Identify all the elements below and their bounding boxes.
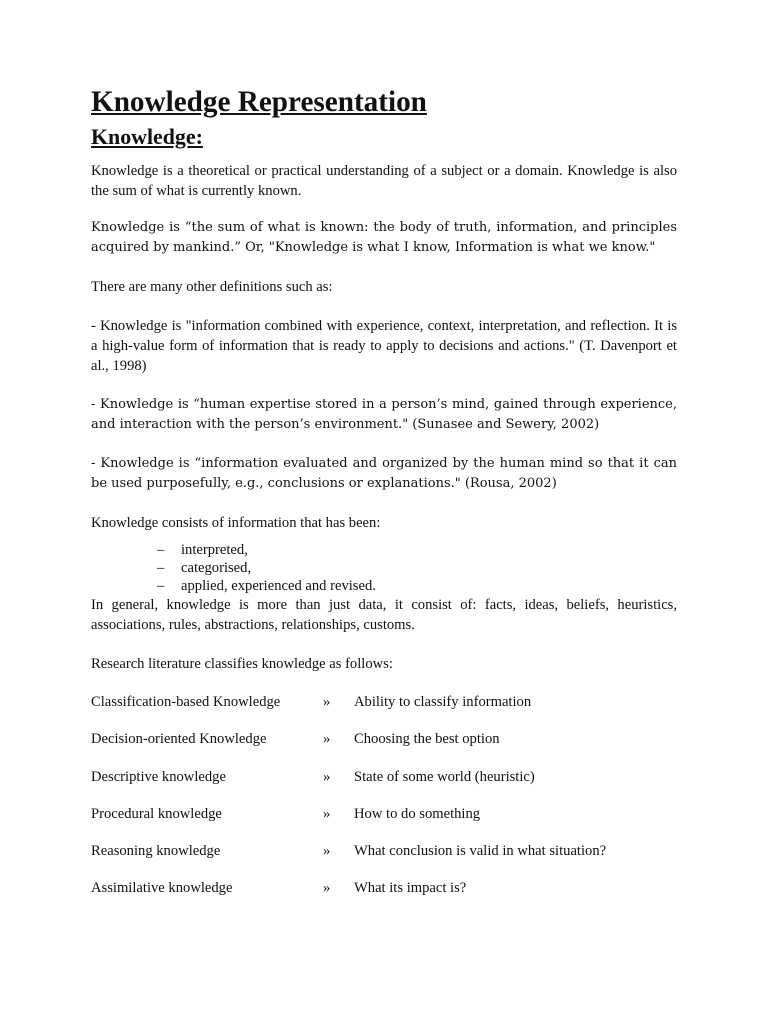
knowledge-type: Descriptive knowledge	[91, 768, 226, 785]
paragraph-rousa-quote: - Knowledge is “information evaluated and organized by the human mind so that it can be used purposefully, e.g., conclusions or explanations." (Rousa, 2002)	[91, 456, 677, 491]
list-item	[157, 577, 677, 595]
list-item-text: applied, experienced and revised.	[181, 578, 376, 594]
table-row	[91, 767, 677, 804]
document-title: Knowledge Representation	[91, 86, 427, 118]
list-item-text: categorised,	[181, 560, 252, 576]
separator-glyph: »	[323, 843, 331, 860]
list-item	[157, 559, 677, 577]
paragraph-sunasee-quote: - Knowledge is “human expertise stored in a person’s mind, gained through experience, and interaction with the person’s environment." (Sunasee and Sewery, 2002)	[91, 397, 677, 432]
paragraph-other-definitions: There are many other definitions such as:	[91, 279, 333, 295]
table-row	[91, 878, 677, 915]
dash-bullet: –	[157, 560, 165, 576]
separator-glyph: »	[323, 731, 331, 748]
paragraph-sum-of-known: Knowledge is “the sum of what is known: the body of truth, information, and principles acquired by mankind.” Or, "Knowledge is what I know, Information is what we know."	[91, 220, 677, 255]
knowledge-type: Procedural knowledge	[91, 805, 222, 822]
knowledge-description: Ability to classify information	[354, 694, 532, 710]
knowledge-type: Reasoning knowledge	[91, 843, 221, 860]
separator-glyph: »	[323, 805, 331, 822]
separator-glyph: »	[323, 768, 331, 785]
knowledge-type: Assimilative knowledge	[91, 880, 233, 897]
separator-glyph: »	[323, 694, 331, 710]
dash-bullet: –	[157, 578, 165, 594]
knowledge-description: Choosing the best option	[354, 731, 500, 748]
knowledge-type: Classification-based Knowledge	[91, 694, 281, 710]
table-row	[91, 692, 677, 729]
paragraph-definition: Knowledge is a theoretical or practical understanding of a subject or a domain. Knowledge is also the sum of what is currently known.	[91, 163, 677, 199]
classification-table	[91, 692, 677, 916]
table-row	[91, 804, 677, 841]
dash-bullet: –	[157, 542, 165, 558]
dash-list	[91, 541, 677, 595]
paragraph-in-general: In general, knowledge is more than just data, it consist of: facts, ideas, beliefs, heuristics, associations, rules, abstractions, relationships, customs.	[91, 597, 677, 633]
table-row	[91, 841, 677, 878]
list-item	[157, 541, 677, 559]
list-item-text: interpreted,	[181, 542, 248, 558]
paragraph-consists-of: Knowledge consists of information that has been:	[91, 515, 381, 531]
separator-glyph: »	[323, 880, 331, 897]
section-heading: Knowledge:	[91, 124, 203, 149]
paragraph-research-literature: Research literature classifies knowledge as follows:	[91, 656, 393, 672]
knowledge-description: What its impact is?	[354, 880, 467, 897]
knowledge-description: What conclusion is valid in what situation?	[354, 843, 607, 860]
knowledge-description: State of some world (heuristic)	[354, 768, 535, 785]
document-content	[91, 86, 677, 916]
paragraph-davenport-quote: - Knowledge is "information combined with experience, context, interpretation, and reflection. It is a high-value form of information that is ready to apply to decisions and actions." (T. Davenport et al., 1998)	[91, 318, 677, 374]
knowledge-type: Decision-oriented Knowledge	[91, 731, 267, 748]
table-row	[91, 729, 677, 766]
knowledge-description: How to do something	[354, 805, 481, 822]
